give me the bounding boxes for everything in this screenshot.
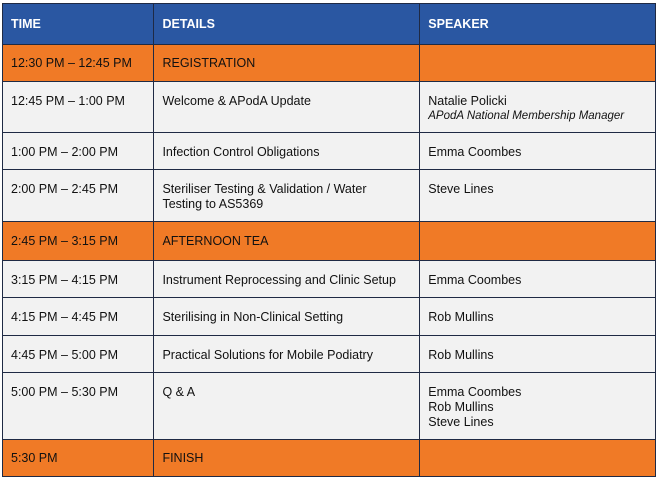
- time-cell: 12:45 PM – 1:00 PM: [3, 82, 154, 133]
- speaker-cell: [420, 261, 656, 298]
- speaker-cell: [420, 440, 656, 477]
- details-cell: REGISTRATION: [154, 45, 420, 82]
- header-time: TIME: [3, 4, 154, 45]
- table-row: [3, 45, 656, 82]
- header-details: DETAILS: [154, 4, 420, 45]
- table-row: [3, 373, 656, 440]
- speaker-cell: [420, 133, 656, 170]
- speaker-cell: [420, 82, 656, 133]
- details-cell: Infection Control Obligations: [154, 133, 420, 170]
- speaker-name: Rob Mullins: [428, 310, 494, 324]
- table-row: [3, 133, 656, 170]
- speaker-name: Emma Coombes: [428, 145, 522, 159]
- speaker-cell: [420, 336, 656, 373]
- details-cell: FINISH: [154, 440, 420, 477]
- speaker-name: Emma Coombes: [428, 385, 522, 399]
- time-cell: 5:00 PM – 5:30 PM: [3, 373, 154, 440]
- time-cell: 4:45 PM – 5:00 PM: [3, 336, 154, 373]
- details-line: Steriliser Testing & Validation / Water: [162, 182, 367, 196]
- table-row: [3, 261, 656, 298]
- details-cell: Instrument Reprocessing and Clinic Setup: [154, 261, 420, 298]
- table-row: [3, 336, 656, 373]
- details-cell: AFTERNOON TEA: [154, 222, 420, 261]
- details-cell: Q & A: [154, 373, 420, 440]
- time-cell: 12:30 PM – 12:45 PM: [3, 45, 154, 82]
- speaker-name: Rob Mullins: [428, 400, 494, 414]
- speaker-role: APodA National Membership Manager: [428, 110, 625, 122]
- time-cell: 2:00 PM – 2:45 PM: [3, 170, 154, 222]
- time-cell: 5:30 PM: [3, 440, 154, 477]
- details-cell: Sterilising in Non-Clinical Setting: [154, 298, 420, 336]
- time-cell: 3:15 PM – 4:15 PM: [3, 261, 154, 298]
- table-row: [3, 298, 656, 336]
- time-cell: 4:15 PM – 4:45 PM: [3, 298, 154, 336]
- table-row: [3, 170, 656, 222]
- speaker-name: Emma Coombes: [428, 273, 522, 287]
- speaker-name: Steve Lines: [428, 415, 494, 429]
- speaker-cell: [420, 45, 656, 82]
- table-row: [3, 440, 656, 477]
- time-cell: 2:45 PM – 3:15 PM: [3, 222, 154, 261]
- schedule-table: [2, 3, 656, 477]
- details-cell: Practical Solutions for Mobile Podiatry: [154, 336, 420, 373]
- speaker-cell: [420, 298, 656, 336]
- header-speaker: SPEAKER: [420, 4, 656, 45]
- speaker-name: Natalie Policki: [428, 94, 507, 108]
- details-cell: Welcome & APodA Update: [154, 82, 420, 133]
- details-cell: [154, 170, 420, 222]
- details-line: Testing to AS5369: [162, 197, 264, 211]
- header-row: [3, 4, 656, 45]
- table-row: [3, 222, 656, 261]
- speaker-name: Rob Mullins: [428, 348, 494, 362]
- speaker-cell: [420, 170, 656, 222]
- speaker-cell: [420, 373, 656, 440]
- speaker-name: Steve Lines: [428, 182, 494, 196]
- table-row: [3, 82, 656, 133]
- time-cell: 1:00 PM – 2:00 PM: [3, 133, 154, 170]
- speaker-cell: [420, 222, 656, 261]
